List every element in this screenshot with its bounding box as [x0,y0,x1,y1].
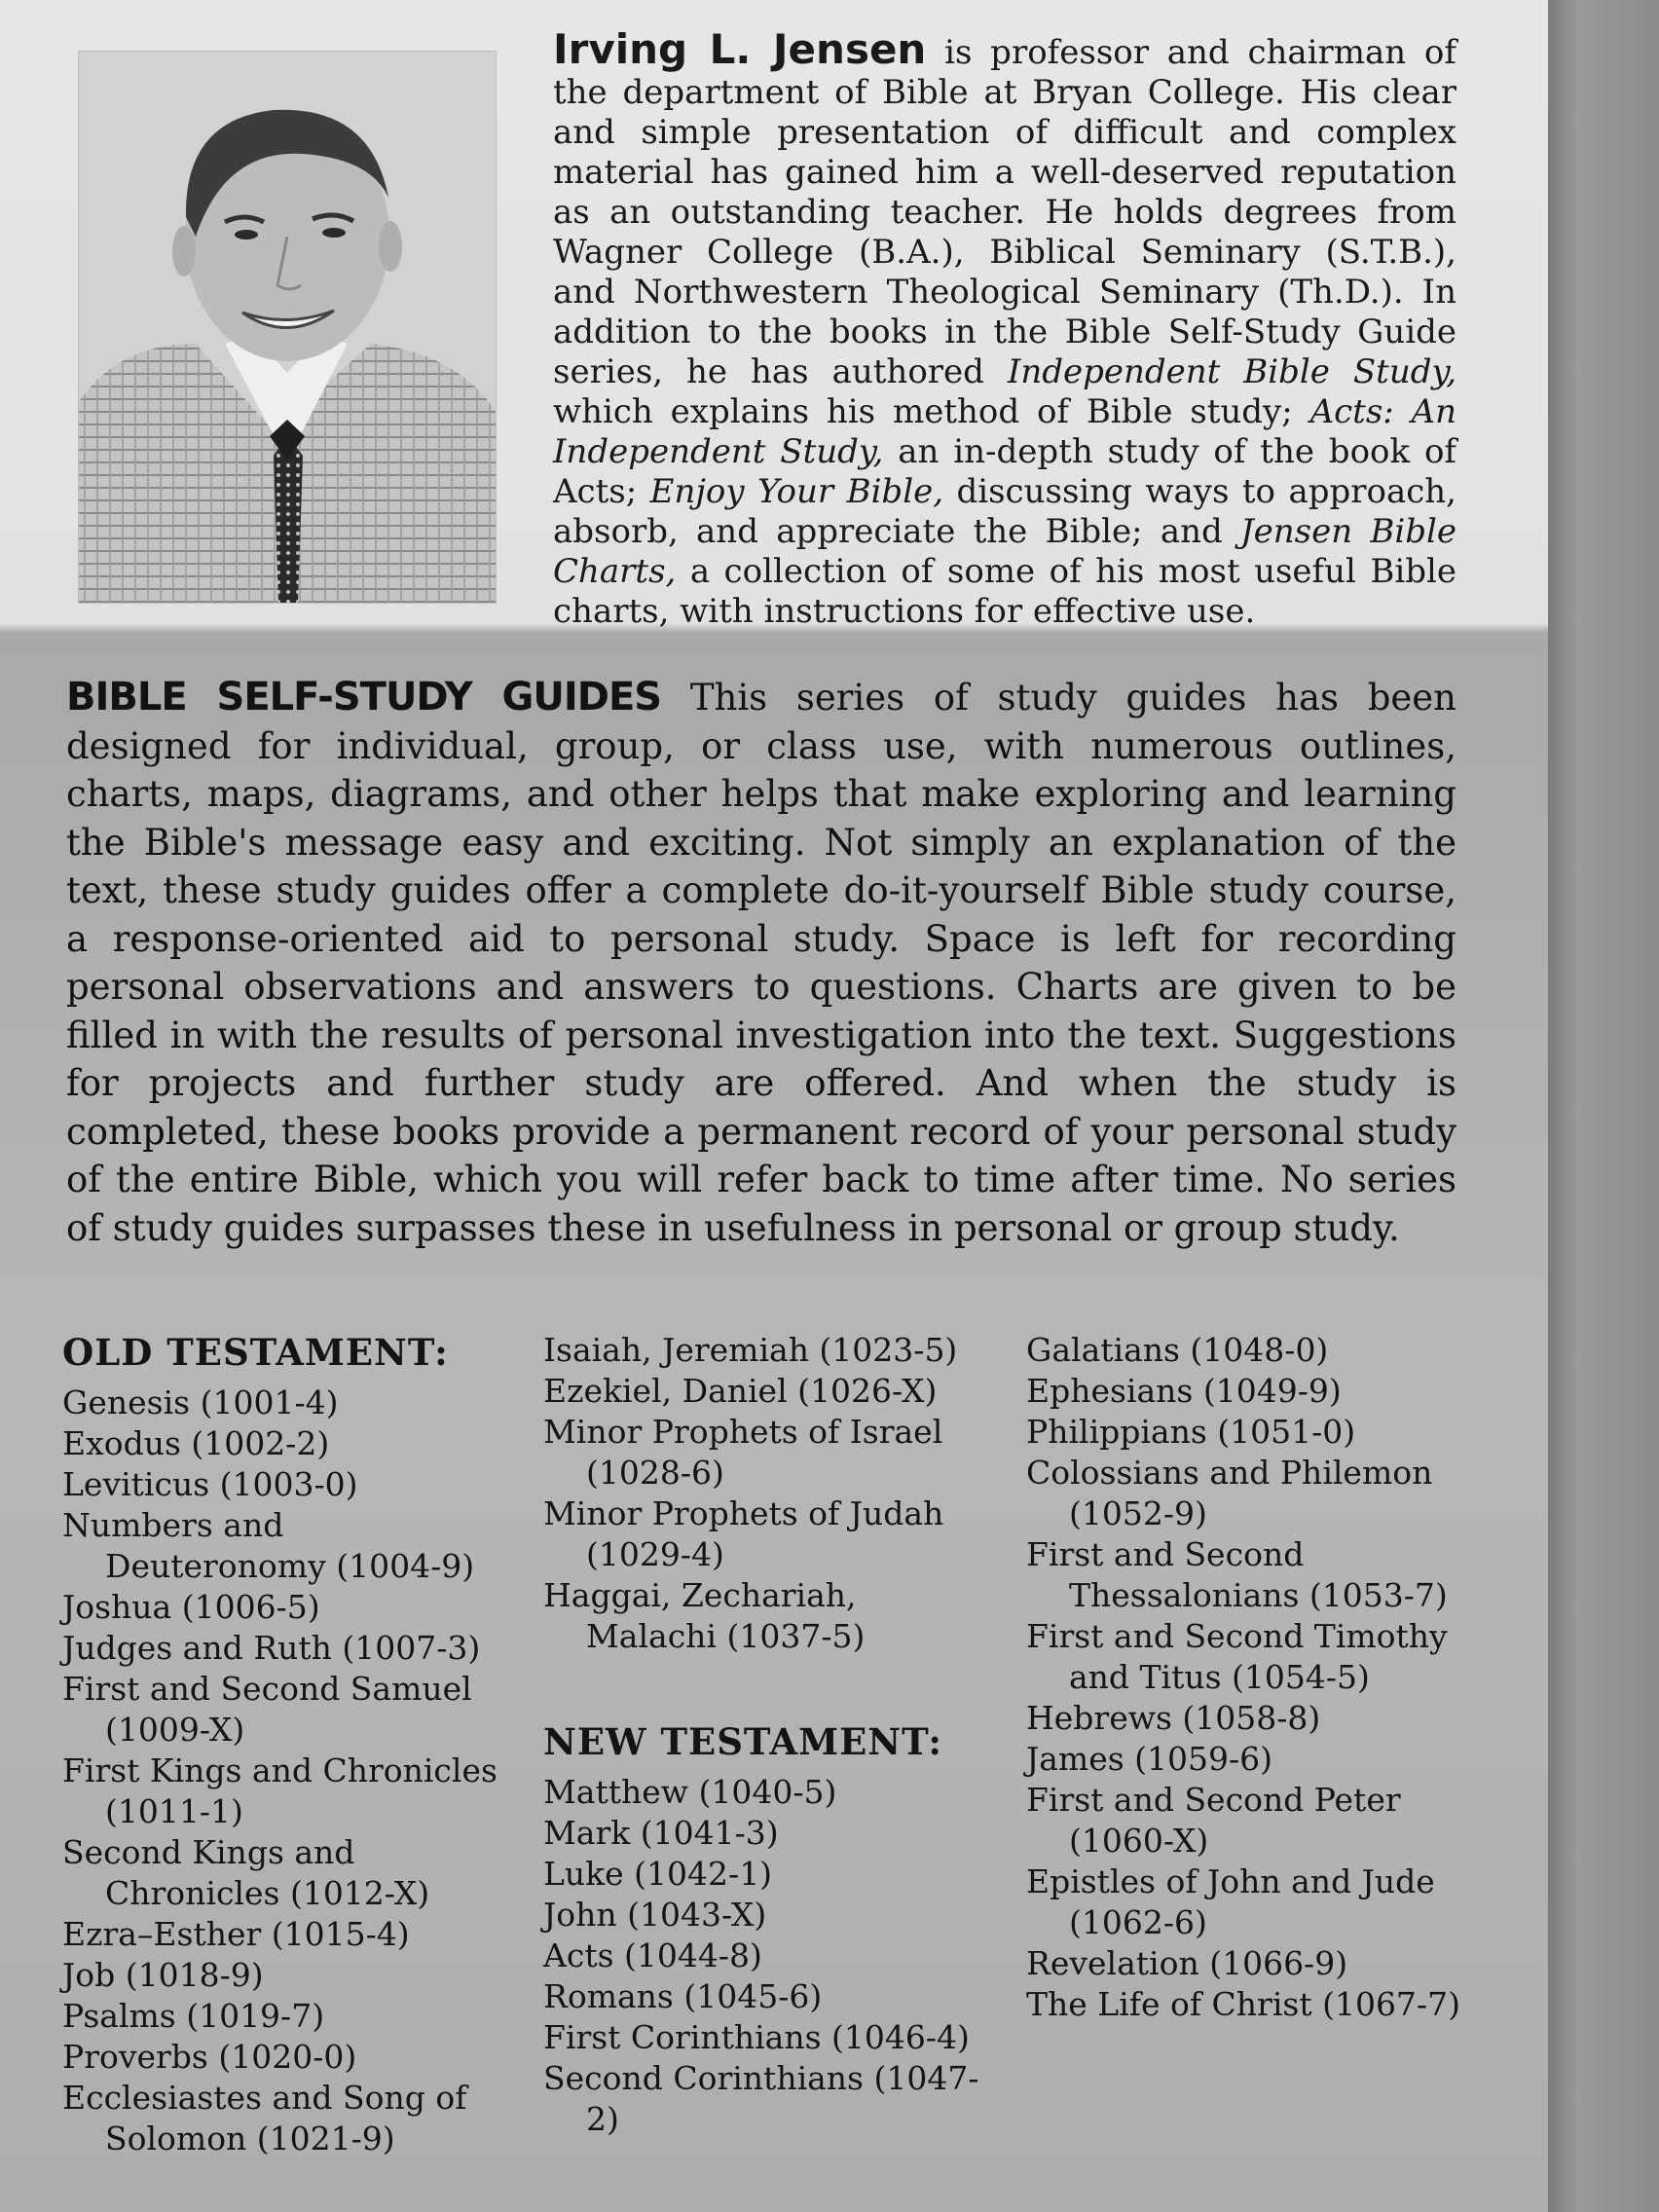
book-list-item: John (1043-X) [543,1896,767,1934]
book-list-item: Joshua (1006-5) [62,1588,320,1626]
book-title: Independent Bible Study, [1007,352,1457,391]
book-list-item: Ezekiel, Daniel (1026-X) [543,1372,938,1410]
bio-text: is professor and chairman of the department of Bible at Bryan College. His clear and simple presentation of difficult and complex material has gained him a well-deserved reputation as an outstanding teacher. He holds degrees from Wagner College (B.A.), Biblical Seminary (S.T.B.), and Northwestern Theological Seminary (Th.D.). In addition to the books in the Bible Self-Study Guide series, he has authored [553,33,1456,391]
book-list-item: Epistles of John and Jude (1062-6) [1026,1862,1435,1941]
book-list-item: Psalms (1019-7) [62,1997,325,2035]
book-list-item: Job (1018-9) [62,1956,264,1994]
book-list-column-1 [62,1330,510,2159]
book-list-item: First and Second Peter (1060-X) [1026,1781,1401,1860]
bio-text: an in-depth study of the book of Acts; [553,432,1456,511]
book-list-item: First and Second Samuel (1009-X) [62,1670,472,1749]
book-list-item: Philippians (1051-0) [1026,1413,1356,1451]
bio-text: a collection of some of his most useful Bible charts, with instructions for effective use. [553,552,1456,631]
book-list-column-3 [1026,1330,1484,2025]
bio-text: discussing ways to approach, absorb, and appreciate the Bible; and [553,472,1456,551]
book-list-item: Colossians and Philemon (1052-9) [1026,1454,1433,1532]
book-list-item: The Life of Christ (1067-7) [1026,1985,1460,2023]
book-list-item: First Corinthians (1046-4) [543,2018,970,2056]
author-portrait-image [79,52,496,603]
book-list-item: Ecclesiastes and Song of Solomon (1021-9) [62,2079,467,2157]
book-list-item: Ezra–Esther (1015-4) [62,1915,410,1953]
book-list-item: First Kings and Chronicles (1011-1) [62,1751,498,1830]
book-list-item: Luke (1042-1) [543,1855,773,1893]
book-list-item: Revelation (1066-9) [1026,1944,1348,1982]
book-list-item: Leviticus (1003-0) [62,1465,358,1503]
book-list-item: Romans (1045-6) [543,1977,823,2015]
new-testament-heading: NEW TESTAMENT: [543,1720,942,1763]
book-list-item: Minor Prophets of Israel (1028-6) [543,1413,943,1492]
book-title: Enjoy Your Bible, [649,472,944,511]
book-title: Jensen Bible Charts, [553,512,1456,591]
book-list-item: Matthew (1040-5) [543,1773,837,1811]
book-list-item: Proverbs (1020-0) [62,2038,357,2076]
book-list-item: Ephesians (1049-9) [1026,1372,1342,1410]
series-description [66,674,1456,1252]
author-name: Irving L. Jensen [553,25,927,73]
book-title: Acts: An Independent Study, [553,392,1457,471]
old-testament-heading: OLD TESTAMENT: [62,1331,449,1374]
book-list-item: First and Second Timothy and Titus (1054-5) [1026,1617,1448,1696]
book-list-item: Genesis (1001-4) [62,1383,339,1421]
author-bio [553,25,1457,632]
book-list-item: James (1059-6) [1026,1740,1273,1778]
book-list-item: Haggai, Zechariah, Malachi (1037-5) [543,1576,866,1655]
book-list-item: Second Corinthians (1047-2) [543,2059,979,2138]
book-list-item: Hebrews (1058-8) [1026,1699,1321,1737]
book-spine-edge [1548,0,1659,2212]
book-list-item: Isaiah, Jeremiah (1023-5) [543,1331,958,1369]
book-list-item: Exodus (1002-2) [62,1424,330,1462]
book-list-item: Second Kings and Chronicles (1012-X) [62,1833,430,1912]
book-list-item: First and Second Thessalonians (1053-7) [1026,1535,1448,1614]
series-text: This series of study guides has been designed for individual, group, or class use, with numerous outlines, charts, maps, diagrams, and other helps that make exploring and learning the Bible's message easy and exciting. Not simply an explanation of the text, these study guides offer a complete do-it-yourself Bible study course, a response-oriented aid to personal study. Space is left for recording personal observations and answers to questions. Charts are given to be filled in with the results of personal investigation into the text. Suggestions for projects and further study are offered. And when the study is completed, these books provide a permanent record of your personal study of the entire Bible, which you will refer back to time after time. No series of study guides surpasses these in usefulness in personal or group study. [66,677,1457,1249]
author-photo [78,51,497,604]
book-list-item: Acts (1044-8) [543,1936,762,1974]
book-list-item: Numbers and Deuteronomy (1004-9) [62,1506,475,1585]
book-list-item: Judges and Ruth (1007-3) [62,1629,481,1667]
series-heading: BIBLE SELF-STUDY GUIDES [66,675,662,719]
book-list-item: Minor Prophets of Judah (1029-4) [543,1494,944,1573]
book-list-item: Mark (1041-3) [543,1814,779,1852]
bio-text: which explains his method of Bible study; [553,392,1293,431]
book-list-column-2 [543,1330,991,2140]
book-list-item: Galatians (1048-0) [1026,1331,1329,1369]
